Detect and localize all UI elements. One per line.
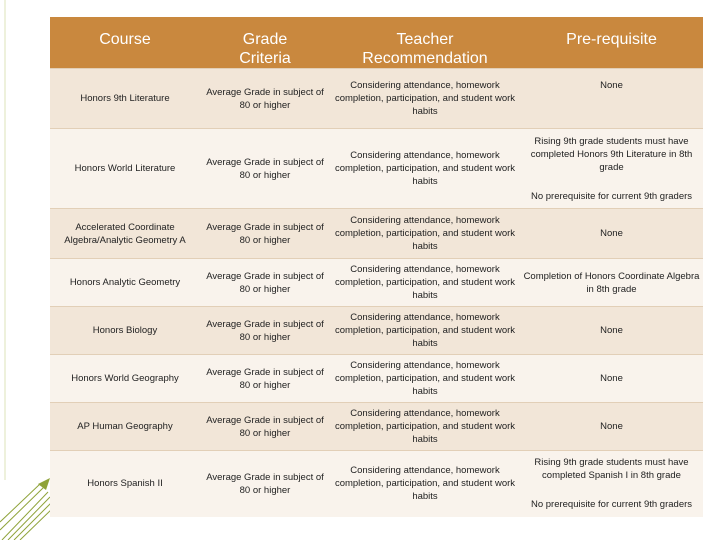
prerequisite-text: None [600,373,623,384]
grade-criteria-cell: Average Grade in subject of 80 or higher [200,355,330,403]
header-grade-criteria-label: Grade Criteria [239,31,291,67]
teacher-recommendation-cell: Considering attendance, homework completion, participation, and student work habits [330,355,520,403]
prerequisite-text: None [600,421,623,432]
table-row [50,69,703,129]
course-cell: Honors Spanish II [50,451,200,517]
header-grade-criteria [200,17,330,69]
teacher-recommendation-cell: Considering attendance, homework completion, participation, and student work habits [330,451,520,517]
teacher-recommendation-cell: Considering attendance, homework completion, participation, and student work habits [330,129,520,209]
header-course-label: Course [99,31,151,48]
prerequisite-cell [520,209,703,259]
prerequisite-cell [520,129,703,209]
grade-criteria-cell: Average Grade in subject of 80 or higher [200,451,330,517]
teacher-recommendation-cell: Considering attendance, homework completion, participation, and student work habits [330,403,520,451]
teacher-recommendation-cell: Considering attendance, homework completion, participation, and student work habits [330,69,520,129]
prerequisite-cell [520,307,703,355]
course-cell: Honors 9th Literature [50,69,200,129]
teacher-recommendation-cell: Considering attendance, homework completion, participation, and student work habits [330,209,520,259]
table-header-row [50,17,703,69]
header-prerequisite-label: Pre-requisite [566,31,657,48]
table-row [50,259,703,307]
prerequisite-cell [520,355,703,403]
table-row [50,355,703,403]
grade-criteria-cell: Average Grade in subject of 80 or higher [200,307,330,355]
prerequisite-note: No prerequisite for current 9th graders [530,190,693,202]
grade-criteria-cell: Average Grade in subject of 80 or higher [200,209,330,259]
course-cell: Honors Analytic Geometry [50,259,200,307]
course-cell: Honors Biology [50,307,200,355]
prerequisite-cell [520,451,703,517]
course-cell: AP Human Geography [50,403,200,451]
header-course [50,17,200,69]
prerequisite-cell [520,403,703,451]
teacher-recommendation-cell: Considering attendance, homework completion, participation, and student work habits [330,259,520,307]
table-row [50,307,703,355]
prerequisite-cell [520,259,703,307]
table-row [50,451,703,517]
prerequisite-text: None [600,325,623,336]
grade-criteria-cell: Average Grade in subject of 80 or higher [200,129,330,209]
header-teacher-recommendation-label: Teacher Recommendation [362,31,488,67]
decorative-arrow-lines [0,0,56,540]
table-row [50,403,703,451]
prerequisite-text: Completion of Honors Coordinate Algebra in 8th grade [523,270,700,295]
grade-criteria-cell: Average Grade in subject of 80 or higher [200,69,330,129]
prerequisite-cell [520,69,703,129]
grade-criteria-cell: Average Grade in subject of 80 or higher [200,259,330,307]
prerequisite-text: Rising 9th grade students must have completed Spanish I in 8th grade [534,457,689,482]
prerequisite-text: Rising 9th grade students must have completed Honors 9th Literature in 8th grade [530,135,693,173]
prerequisite-text: None [600,80,623,91]
prerequisite-text: None [600,228,623,239]
table-row [50,209,703,259]
course-cell: Honors World Literature [50,129,200,209]
prerequisite-note: No prerequisite for current 9th graders [530,499,693,511]
table-row [50,129,703,209]
course-cell: Accelerated Coordinate Algebra/Analytic Geometry A [50,209,200,259]
course-requirements-table [50,17,703,517]
header-teacher-recommendation [330,17,520,69]
course-cell: Honors World Geography [50,355,200,403]
grade-criteria-cell: Average Grade in subject of 80 or higher [200,403,330,451]
teacher-recommendation-cell: Considering attendance, homework completion, participation, and student work habits [330,307,520,355]
header-prerequisite [520,17,703,69]
